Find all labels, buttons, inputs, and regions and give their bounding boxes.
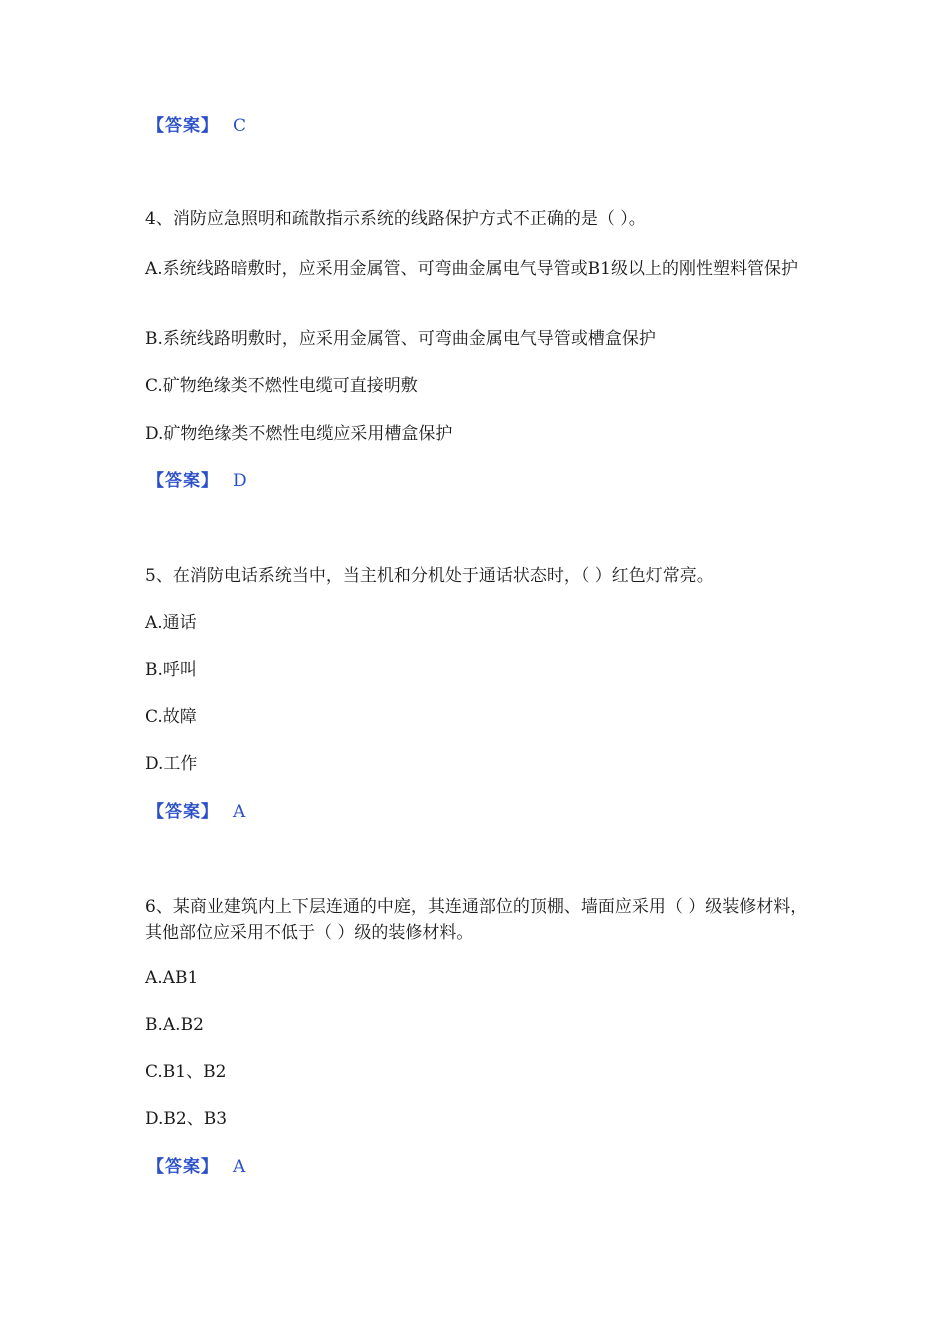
answer-tag: 【答案】 [147,471,219,491]
answer-tag: 【答案】 [147,116,219,136]
q4-option-b: B.系统线路明敷时，应采用金属管、可弯曲金属电气导管或槽盒保护 [145,329,656,349]
answer-tag: 【答案】 [147,802,219,822]
q3-answer [147,113,246,139]
q4-stem: 4、消防应急照明和疏散指示系统的线路保护方式不正确的是（ ）。 [145,209,646,229]
answer-value: D [233,471,247,491]
answer-tag: 【答案】 [147,1157,219,1177]
q5-stem: 5、在消防电话系统当中，当主机和分机处于通话状态时，（ ）红色灯常亮。 [145,566,714,586]
answer-value: C [233,116,247,136]
q6-option-c: C.B1、B2 [145,1062,227,1082]
q4-option-c: C.矿物绝缘类不燃性电缆可直接明敷 [145,376,418,396]
answer-value: A [233,802,246,822]
q4-option-d: D.矿物绝缘类不燃性电缆应采用槽盒保护 [145,424,453,444]
answer-value: A [233,1157,246,1177]
q5-option-c: C.故障 [145,707,197,727]
q6-option-a: A.AB1 [145,968,199,988]
q5-option-d: D.工作 [145,754,198,774]
q5-answer [147,799,245,825]
q5-option-a: A.通话 [145,613,197,633]
q6-answer [147,1154,245,1180]
q6-option-b: B.A.B2 [145,1015,204,1035]
q4-answer [147,468,247,494]
q6-option-d: D.B2、B3 [145,1109,228,1129]
q5-option-b: B.呼叫 [145,660,197,680]
q6-stem: 6、某商业建筑内上下层连通的中庭，其连通部位的顶棚、墙面应采用（ ）级装修材料，其他部位应采用不低于（ ）级的装修材料。 [145,897,808,943]
q4-option-a: A.系统线路暗敷时，应采用金属管、可弯曲金属电气导管或B1级以上的刚性塑料管保护 [145,259,798,279]
